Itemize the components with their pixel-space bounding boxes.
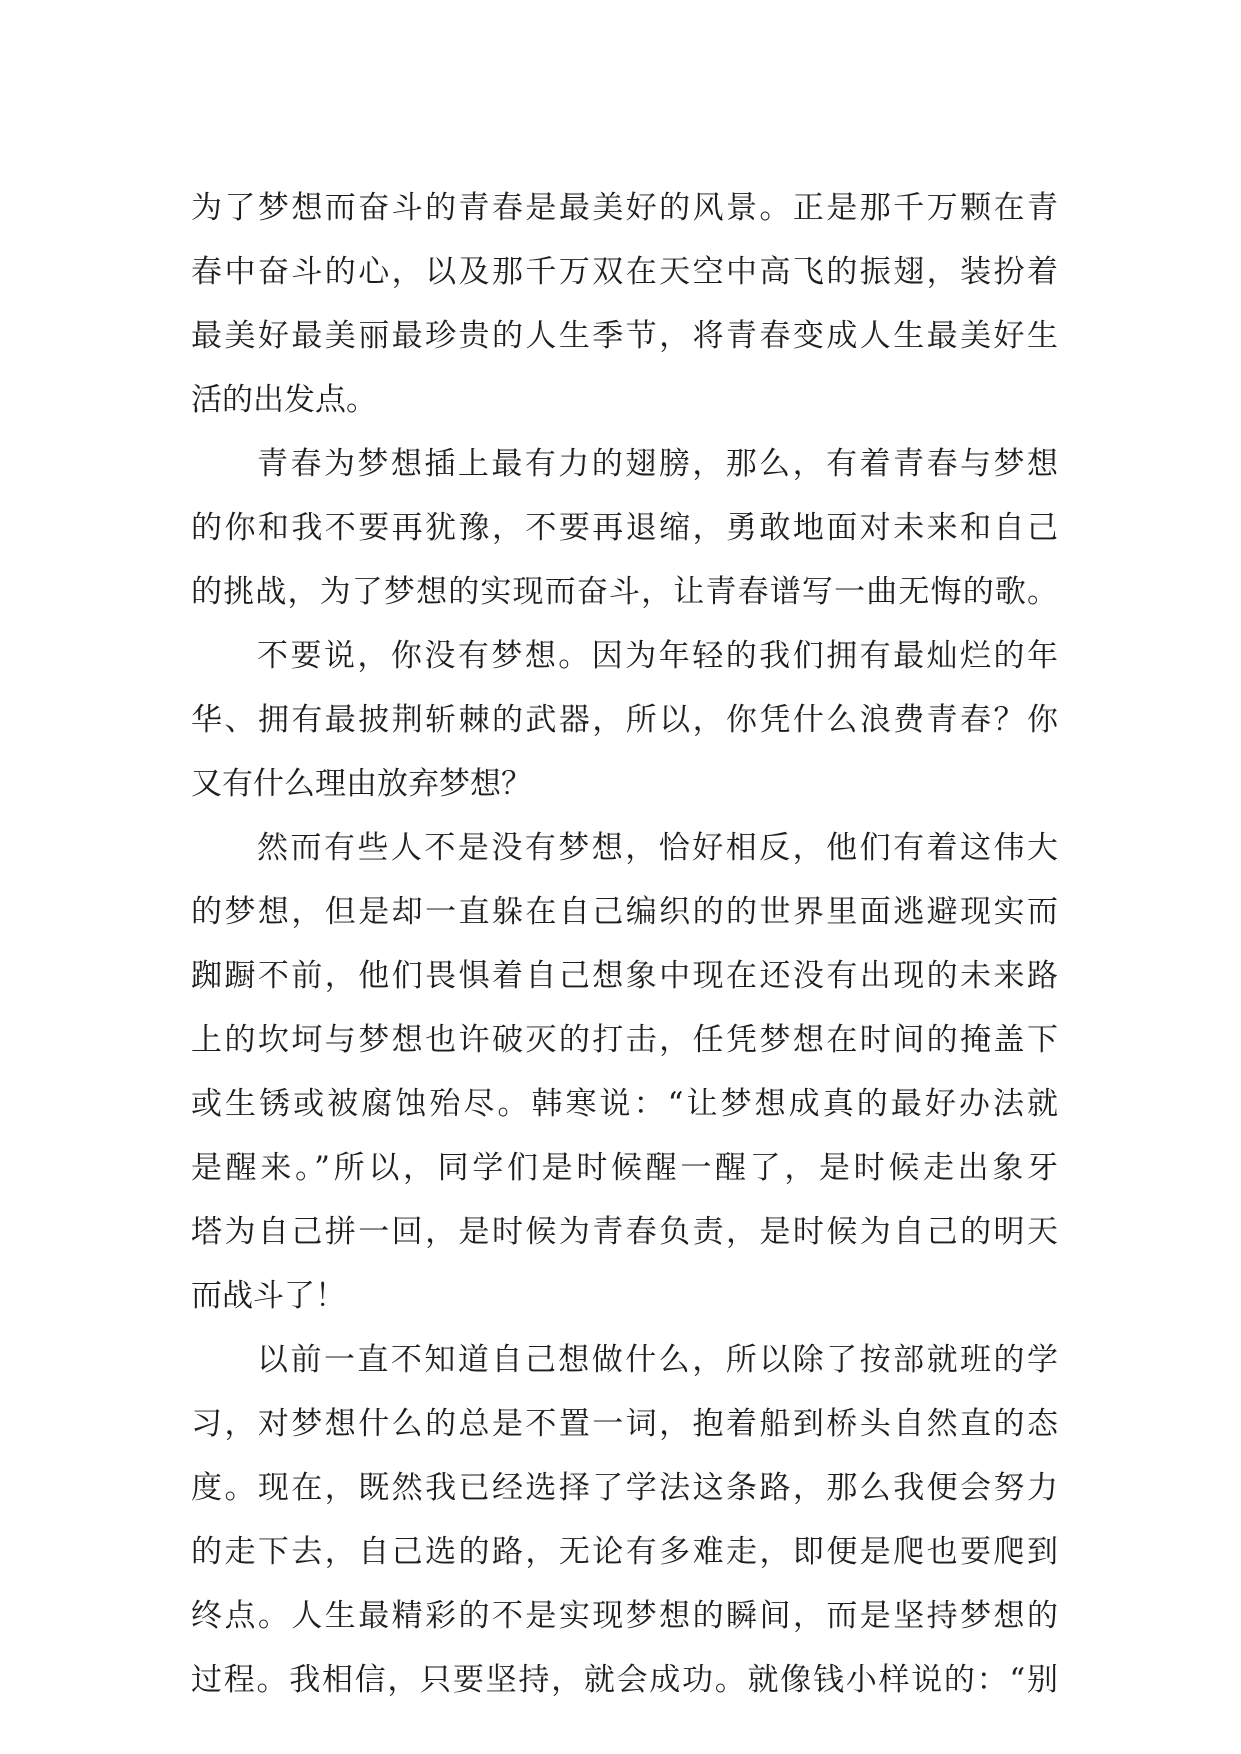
text-line: 的走下去，自己选的路，无论有多难走，即便是爬也要爬到 — [191, 1534, 1058, 1570]
text-line: 又有什么理由放弃梦想？ — [191, 766, 532, 802]
document-page — [191, 176, 1058, 1712]
text-line: 的挑战，为了梦想的实现而奋斗，让青春谱写一曲无悔的歌。 — [191, 574, 1058, 610]
text-line: 为了梦想而奋斗的青春是最美好的风景。正是那千万颗在青 — [191, 190, 1058, 226]
text-line: 的梦想，但是却一直躲在自己编织的的世界里面逃避现实而 — [191, 894, 1058, 930]
text-line: 或生锈或被腐蚀殆尽。韩寒说：“让梦想成真的最好办法就 — [191, 1086, 1058, 1122]
text-line: 最美好最美丽最珍贵的人生季节，将青春变成人生最美好生 — [191, 318, 1058, 354]
text-line: 习，对梦想什么的总是不置一词，抱着船到桥头自然直的态 — [191, 1406, 1058, 1442]
text-line: 春中奋斗的心，以及那千万双在天空中高飞的振翅，装扮着 — [191, 254, 1058, 290]
paragraph-2 — [191, 432, 1058, 624]
paragraph-3 — [191, 624, 1058, 816]
text-line: 以前一直不知道自己想做什么，所以除了按部就班的学 — [257, 1342, 1058, 1378]
text-line: 踟蹰不前，他们畏惧着自己想象中现在还没有出现的未来路 — [191, 958, 1058, 994]
text-line: 不要说，你没有梦想。因为年轻的我们拥有最灿烂的年 — [257, 638, 1058, 674]
text-line: 上的坎坷与梦想也许破灭的打击，任凭梦想在时间的掩盖下 — [191, 1022, 1058, 1058]
text-line: 而战斗了！ — [191, 1278, 346, 1314]
text-line: 度。现在，既然我已经选择了学法这条路，那么我便会努力 — [191, 1470, 1058, 1506]
text-line: 塔为自己拼一回，是时候为青春负责，是时候为自己的明天 — [191, 1214, 1058, 1250]
text-line: 过程。我相信，只要坚持，就会成功。就像钱小样说的：“别 — [191, 1662, 1058, 1698]
text-line: 青春为梦想插上最有力的翅膀，那么，有着青春与梦想 — [257, 446, 1058, 482]
text-line: 是醒来。”所以，同学们是时候醒一醒了，是时候走出象牙 — [191, 1150, 1058, 1186]
paragraph-1 — [191, 176, 1058, 432]
text-line: 终点。人生最精彩的不是实现梦想的瞬间，而是坚持梦想的 — [191, 1598, 1058, 1634]
text-line: 活的出发点。 — [191, 382, 377, 418]
text-line: 然而有些人不是没有梦想，恰好相反，他们有着这伟大 — [257, 830, 1058, 866]
paragraph-5 — [191, 1328, 1058, 1712]
text-line: 的你和我不要再犹豫，不要再退缩，勇敢地面对未来和自己 — [191, 510, 1058, 546]
paragraph-4 — [191, 816, 1058, 1328]
text-line: 华、拥有最披荆斩棘的武器，所以，你凭什么浪费青春？你 — [191, 702, 1058, 738]
